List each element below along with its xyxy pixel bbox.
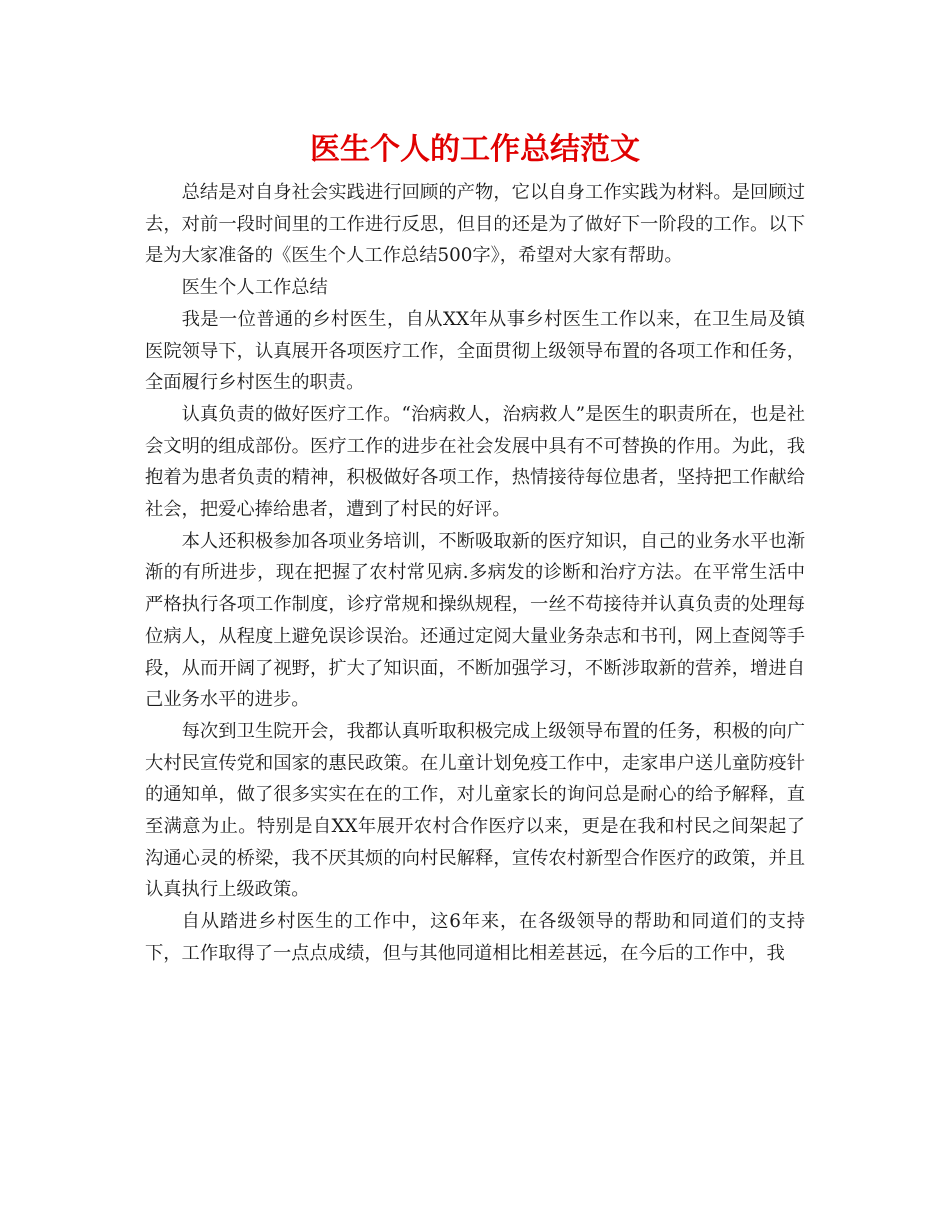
paragraph: 自从踏进乡村医生的工作中，这6年来，在各级领导的帮助和同道们的支持下，工作取得了一点点成绩，但与其他同道相比相差甚远，在今后的工作中，我: [145, 911, 805, 964]
section-heading: 医生个人工作总结: [181, 277, 328, 299]
paragraph: 本人还积极参加各项业务培训，不断吸取新的医疗知识，自己的业务水平也渐渐的有所进步，现在把握了农村常见病.多病发的诊断和治疗方法。在平常生活中严格执行各项工作制度，诊疗常规和操纵规程，一丝不苟接待并认真负责的处理每位病人，从程度上避免误诊误治。还通过定阅大量业务杂志和书刊，网上查阅等手段，从而开阔了视野，扩大了知识面，不断加强学习，不断涉取新的营养，增进自己业务水平的进步。: [145, 530, 805, 711]
paragraph: 每次到卫生院开会，我都认真听取积极完成上级领导布置的任务，积极的向广大村民宣传党和国家的惠民政策。在儿童计划免疫工作中，走家串户送儿童防疫针的通知单，做了很多实实在在的工作，对儿童家长的询问总是耐心的给予解释，直至满意为止。特别是自XX年展开农村合作医疗以来，更是在我和村民之间架起了沟通心灵的桥梁，我不厌其烦的向村民解释，宣传农村新型合作医疗的政策，并且认真执行上级政策。: [145, 720, 805, 901]
paragraph: 认真负责的做好医疗工作。“治病救人，治病救人”是医生的职责所在，也是社会文明的组成部份。医疗工作的进步在社会发展中具有不可替换的作用。为此，我抱着为患者负责的精神，积极做好各项工作，热情接待每位患者，坚持把工作献给社会，把爱心捧给患者，遭到了村民的好评。: [145, 403, 805, 521]
page-title: 医生个人的工作总结范文: [310, 132, 640, 167]
document-body: [145, 177, 805, 970]
paragraph-intro: 总结是对自身社会实践进行回顾的产物，它以自身工作实践为材料。是回顾过去，对前一段时间里的工作进行反思，但目的还是为了做好下一阶段的工作。以下是为大家准备的《医生个人工作总结500字》，希望对大家有帮助。: [145, 182, 805, 267]
paragraph: 我是一位普通的乡村医生，自从XX年从事乡村医生工作以来，在卫生局及镇医院领导下，认真展开各项医疗工作，全面贯彻上级领导布置的各项工作和任务，全面履行乡村医生的职责。: [145, 308, 805, 394]
